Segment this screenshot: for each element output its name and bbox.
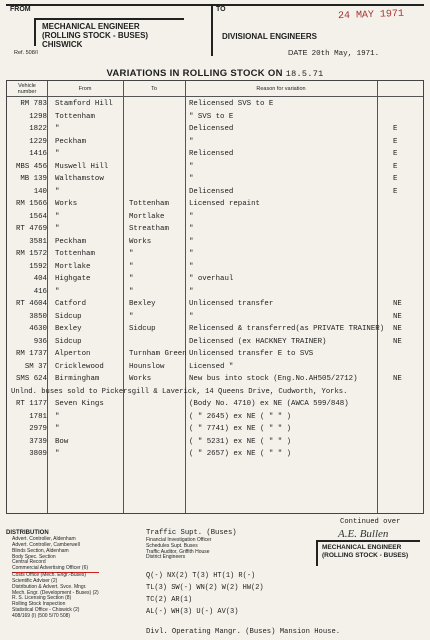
reason-cell: Unlicensed transfer [189,300,274,308]
to-cell: " [129,312,134,321]
header-to: To [151,86,157,92]
distribution-item: Statistical Office - Chiswick (2) [12,607,80,614]
from-cell: Cricklewood [55,362,104,371]
from-cell: Peckham [55,237,87,246]
header-vehicle-line: number [17,89,37,95]
division-code: E [393,162,398,171]
reason-cell: " [189,175,194,183]
distribution-item: Rolling Stock Inspection [12,601,66,608]
vehicle-number: 1781 [29,412,47,421]
title-date: 18.5.71 [285,69,324,79]
reason-cell: " [189,212,194,221]
to-cell: " [129,275,134,283]
vehicle-number: 3581 [29,237,47,246]
reason-cell: Delicensed (ex HACKNEY TRAINER) [189,337,327,346]
reason-cell: Relicensed & transferred(as PRIVATE TRAINER) [189,325,385,333]
table-row [7,423,423,436]
table-row [7,123,423,136]
from-label: FROM [10,6,31,13]
reason-cell: " [189,237,194,246]
table-row [7,398,423,411]
from-cell: " [55,125,60,133]
distribution-item: 408/169 (I) (500 5/70 508) [12,612,71,619]
sig-dept-line: MECHANICAL ENGINEER [322,544,402,551]
to-cell: Tottenham [129,200,169,208]
division-code: NE [393,325,402,333]
table-row [7,311,423,324]
vehicle-number: 1592 [29,262,47,271]
reason-cell: " [189,225,194,233]
vehicle-number: 936 [33,337,47,346]
reason-cell: " [189,137,194,146]
divisional-line: Divl. Operating Mangr. (Buses) Mansion House. [146,628,341,636]
depot-code-row: AL(-) WH(3) U(-) AV(3) [146,608,239,616]
vehicle-number: 3809 [29,450,47,458]
from-cell: Catford [55,300,87,308]
table-row [7,298,423,311]
reason-cell: " overhaul [189,275,234,283]
to-cell: " [129,287,134,296]
from-cell: Muswell Hill [55,162,109,171]
from-cell: " [55,150,60,158]
distribution-item: Advert. Controller, Aldenham [12,536,76,542]
to-cell: Sidcup [129,325,156,333]
reason-cell: ( " 2657) ex NE ( " " ) [189,450,292,458]
distribution-title: DISTRIBUTION [6,530,49,536]
reason-cell: ( " 5231) ex NE ( " " ) [189,437,292,446]
distribution-item: Distribution & Advert. Svce. Mngr. [12,583,87,590]
table-row [7,161,423,174]
table-row [7,448,423,461]
depot-code-row: Q(-) NX(2) T(3) HT(1) R(-) [146,572,256,580]
continued-note: Continued over [340,518,401,526]
from-cell: " [55,187,60,196]
reason-cell: Unlicensed transfer E to SVS [189,350,314,358]
division-code: NE [393,312,402,321]
division-code: E [393,137,398,146]
vehicle-number: 416 [33,287,47,296]
from-cell: " [55,412,60,421]
table-row [7,136,423,149]
reason-cell: Delicensed [189,187,234,196]
table-row [7,173,423,186]
vehicle-number: 140 [33,187,47,196]
reason-cell: " SVS to E [189,112,234,121]
vehicle-number: SMS 624 [15,375,47,383]
vehicle-number: RM 1566 [15,200,47,208]
depot-codes [146,570,264,618]
to-label: TO [216,6,226,13]
division-code: NE [393,337,402,346]
from-cell: Stamford Hill [55,100,113,108]
distribution-item: District Engineers [146,554,186,561]
vehicle-number: SM 37 [24,362,47,371]
from-cell: Birmingham [55,375,100,383]
division-code: E [393,125,398,133]
to-cell: Turnham Green [129,350,187,358]
title-text: VARIATIONS IN ROLLING STOCK ON [106,68,283,79]
reference-number: Ref. 508/I [14,50,38,56]
table-row [7,98,423,111]
from-cell: Sidcup [55,337,82,346]
from-cell: " [55,425,60,433]
division-code: E [393,150,398,158]
vehicle-number: 1229 [29,137,47,146]
reason-cell: " [189,312,194,321]
distribution-item: Scientific Adviser (2) [12,577,58,584]
to-cell: " [129,262,134,271]
table-row [7,198,423,211]
from-cell: " [55,287,60,296]
from-dept-line: MECHANICAL ENGINEER [42,22,140,31]
from-department [34,18,184,49]
from-cell: Mortlake [55,262,91,271]
reason-cell: ( " 7741) ex NE ( " " ) [189,425,292,433]
depot-code-row: TC(2) AR(1) [146,596,193,604]
table-row [7,248,423,261]
to-department: DIVISIONAL ENGINEERS [222,32,317,41]
received-stamp: 24 MAY 1971 [337,8,405,23]
vehicle-number: MB 139 [20,175,47,183]
reason-cell: " [189,250,194,258]
distribution-list [12,537,99,620]
variations-table [6,80,424,514]
vehicle-number: RM 1737 [15,350,47,358]
distribution-item: Body Spec. Section [12,553,56,560]
from-cell: Alperton [55,350,91,358]
table-row [7,273,423,286]
sig-dept-line: (ROLLING STOCK - BUSES) [322,552,409,559]
date-value: 20th May, 1971. [311,50,380,58]
table-body [7,98,423,461]
from-cell: " [55,225,60,233]
from-cell: Walthamstow [55,175,104,183]
distribution-item: Central Record [12,559,46,566]
vehicle-number: 2979 [29,425,47,433]
table-row [7,223,423,236]
from-cell: " [55,212,60,221]
to-cell: " [129,250,134,258]
reason-cell: New bus into stock (Eng.No.AH505/2712) [189,375,358,383]
from-cell: Highgate [55,275,91,283]
reason-cell: Licensed repaint [189,200,260,208]
vehicle-number: 3850 [29,312,47,321]
depot-code-row: TL(3) SW(-) WN(2) W(2) HW(2) [146,584,264,592]
from-cell: " [55,450,60,458]
vehicle-number: 404 [33,275,47,283]
from-cell: Tottenham [55,112,95,121]
vehicle-number: RT 4769 [15,225,47,233]
to-cell: Streatham [129,225,169,233]
header-from: From [78,86,92,92]
signature-department [316,540,420,566]
header-vehicle [7,83,47,95]
header-vehicle-line: Vehicle [18,83,36,89]
vehicle-number: 4630 [29,325,47,333]
reason-cell: " [189,162,194,171]
vehicle-number: RT 4604 [15,300,47,308]
distribution-item: Costs Office (Mech. Engr.-Buses) [12,572,87,579]
distribution-item: R. S. Licensing Section (8) [12,595,72,602]
table-row [7,348,423,361]
distribution-item: Advert. Controller, Camberwell [12,541,80,548]
distribution-item: Commercial Advertising Officer (6) [12,566,99,573]
division-code: NE [393,300,402,308]
reason-cell: (Body No. 4710) ex NE (AWCA 599/848) [189,400,349,408]
table-row [7,111,423,124]
to-cell: Mortlake [129,212,165,221]
table-row [7,373,423,386]
vehicle-number: RT 1177 [15,400,47,408]
from-cell: Bow [55,437,69,446]
reason-cell: " [189,287,194,296]
table-row [7,323,423,336]
table-row [7,386,423,399]
distribution-item: Schedules Supt. Buses [146,542,198,549]
header-divider [7,96,423,97]
vehicle-number: 3739 [29,437,47,446]
distribution-item: Financial Investigation Officer [146,537,212,543]
from-cell: Bexley [55,325,82,333]
reason-cell: " [189,262,194,271]
vehicle-number: 1564 [29,212,47,221]
table-row [7,211,423,224]
from-cell: Sidcup [55,312,82,321]
table-row [7,361,423,374]
table-row [7,186,423,199]
reason-cell: Licensed " [189,362,234,371]
vehicle-number: 1416 [29,150,47,158]
row-note: Unlnd. buses sold to Pickersgill & Laverick, 14 Queens Drive, Cudworth, Yorks. [11,387,348,396]
from-cell: Seven Kings [55,400,104,408]
to-cell: Works [129,375,152,383]
reason-cell: Relicensed [189,150,234,158]
from-box [6,4,213,56]
table-row [7,436,423,449]
reason-cell: Relicensed SVS to E [189,100,274,108]
to-cell: Works [129,237,152,246]
from-cell: Tottenham [55,250,95,258]
table-row [7,236,423,249]
table-row [7,148,423,161]
document-title [0,68,430,79]
header-reason: Reason for variation [256,86,306,92]
vehicle-number: RM 1572 [15,250,47,258]
table-row [7,411,423,424]
vehicle-number: MBS 456 [15,162,47,171]
from-dept-line: (ROLLING STOCK - BUSES) [42,31,149,40]
table-row [7,336,423,349]
to-cell: Hounslow [129,362,165,371]
traffic-supt: Traffic Supt. (Buses) [146,529,237,537]
from-dept-line: CHISWICK [42,40,83,49]
vehicle-number: RM 783 [20,100,47,108]
distribution-item: Traffic Auditor, Griffith House [146,548,210,555]
division-code: NE [393,375,402,383]
from-cell: Works [55,200,78,208]
division-code: E [393,187,398,196]
date-line [288,48,379,58]
to-cell: Bexley [129,300,156,308]
division-code: E [393,175,398,183]
vehicle-number: 1822 [29,125,47,133]
reason-cell: ( " 2645) ex NE ( " " ) [189,412,292,421]
table-row [7,261,423,274]
from-cell: Peckham [55,137,87,146]
distribution-list-2 [146,538,212,561]
date-label: DATE [288,48,308,57]
distribution-item: Mech. Engr. (Development - Buses) (2) [12,589,99,596]
vehicle-number: 1298 [29,112,47,121]
table-row [7,286,423,299]
signature: A.E. Bullen [338,528,389,540]
distribution-item: Blinds Section, Aldenham [12,547,69,554]
reason-cell: Delicensed [189,125,234,133]
